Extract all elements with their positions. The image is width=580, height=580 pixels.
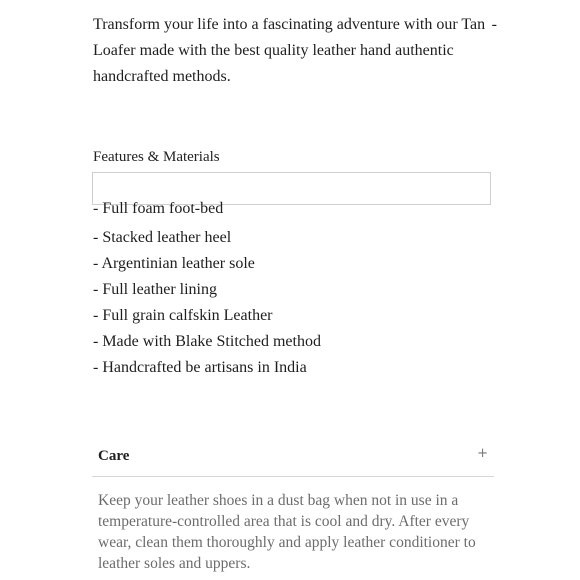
product-description-text: Transform your life into a fascinating adventure with our Tan Loafer made with the best quality leather hand authentic handcrafted methods. [93,16,486,85]
list-item: - Made with Blake Stitched method [93,333,321,350]
description-dash: - [491,16,497,33]
care-accordion-header[interactable] [92,440,494,477]
product-description [93,12,497,90]
list-item: - Argentinian leather sole [93,255,255,272]
list-item: - Stacked leather heel [93,229,232,246]
list-item: - Handcrafted be artisans in India [93,359,307,376]
list-item: - Full leather lining [93,281,217,298]
plus-icon[interactable]: + [477,446,488,461]
list-item: - Full foam foot-bed [93,200,224,215]
care-title: Care [98,448,130,464]
list-item: - Full grain calfskin Leather [93,307,273,324]
features-heading: Features & Materials [93,149,220,165]
features-list [93,199,493,381]
care-description: Keep your leather shoes in a dust bag when not in use in a temperature-controlled area that is cool and dry. After every wear, clean them thoroughly and apply leather conditioner to leather soles and uppers. [98,492,476,572]
